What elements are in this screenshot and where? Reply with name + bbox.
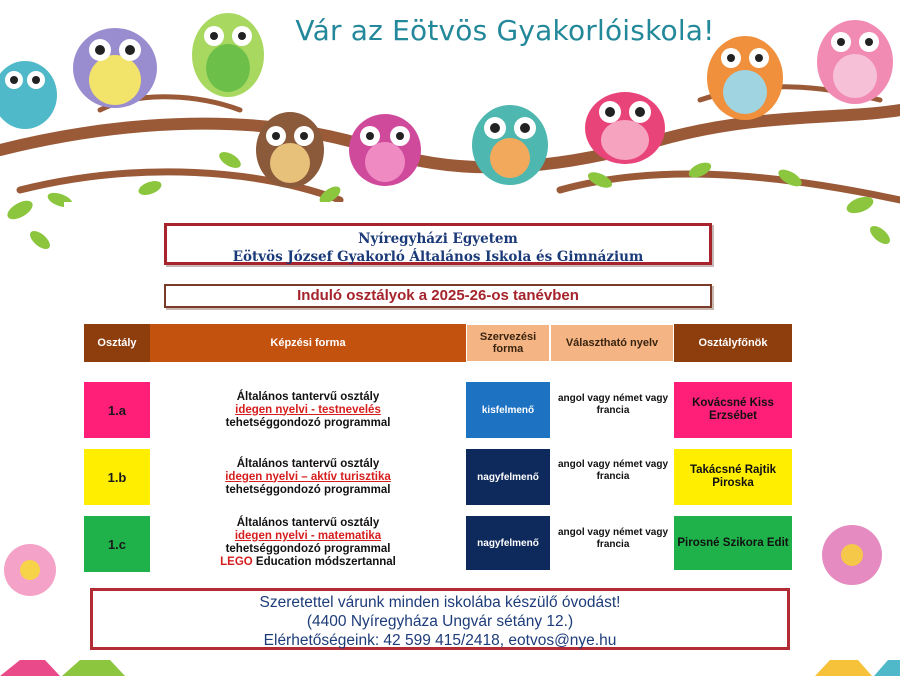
header-teacher: Osztályfőnök (674, 324, 792, 362)
org-1a: kisfelmenő (466, 382, 550, 438)
institution-header (164, 223, 712, 265)
teacher-1c: Pirosné Szikora Edit (674, 516, 792, 570)
lang-1b: angol vagy német vagy francia (557, 459, 669, 482)
footer-welcome: Szeretettel várunk minden iskolába készülő óvodást! (259, 594, 621, 611)
footer-address: (4400 Nyíregyháza Ungvár sétány 12.) (306, 613, 574, 630)
form-1c-line4 (220, 556, 396, 569)
teacher-1a: Kovácsné Kiss Erzsébet (674, 382, 792, 438)
org-1b: nagyfelmenő (466, 449, 550, 505)
form-1c-line2b: matematika (317, 530, 382, 542)
header-form: Képzési forma (150, 324, 466, 362)
form-1b-line1: Általános tantervű osztály (236, 457, 380, 470)
class-label-1a: 1.a (84, 382, 150, 438)
teacher-1b: Takácsné Rajtik Piroska (674, 449, 792, 505)
form-1b (150, 449, 466, 505)
class-label-1b: 1.b (84, 449, 150, 505)
form-1b-line3: tehetséggondozó programmal (225, 483, 391, 496)
form-1b-line2: idegen nyelvi – aktív turisztika (225, 470, 391, 483)
institution-line2: Eötvös József Gyakorló Általános Iskola és Gimnázium (232, 249, 644, 265)
contact-footer (90, 588, 790, 650)
form-1a-line1: Általános tantervű osztály (236, 390, 380, 403)
form-1c-line2 (235, 530, 381, 543)
institution-line1: Nyíregyházi Egyetem (358, 231, 518, 247)
page-title: Vár az Eötvös Gyakorlóiskola! (295, 14, 715, 47)
footer-contact: Elérhetőségeink: 42 599 415/2418, eotvos@nye.hu (263, 632, 617, 649)
form-1a-line2: idegen nyelvi - testnevelés (235, 403, 381, 416)
form-1a (150, 382, 466, 438)
form-1c-line4a: LEGO (220, 556, 253, 568)
form-1a-line3: tehetséggondozó programmal (225, 416, 391, 429)
header-class: Osztály (84, 324, 150, 362)
lang-1a: angol vagy német vagy francia (557, 393, 669, 416)
org-1c: nagyfelmenő (466, 516, 550, 570)
lang-1c: angol vagy német vagy francia (557, 527, 669, 550)
form-1c-line4b: Education módszertannal (252, 556, 396, 568)
form-1c-line3: tehetséggondozó programmal (225, 543, 391, 555)
form-1c-line2a: idegen nyelvi - (234, 530, 318, 542)
classes-subheader: Induló osztályok a 2025-26-os tanévben (164, 284, 712, 308)
header-org: Szervezési forma (466, 324, 550, 362)
form-1c-line1: Általános tantervű osztály (236, 517, 380, 529)
header-lang: Választható nyelv (550, 324, 674, 362)
form-1c (150, 514, 466, 572)
bunting-decoration (0, 660, 900, 676)
class-label-1c: 1.c (84, 516, 150, 572)
